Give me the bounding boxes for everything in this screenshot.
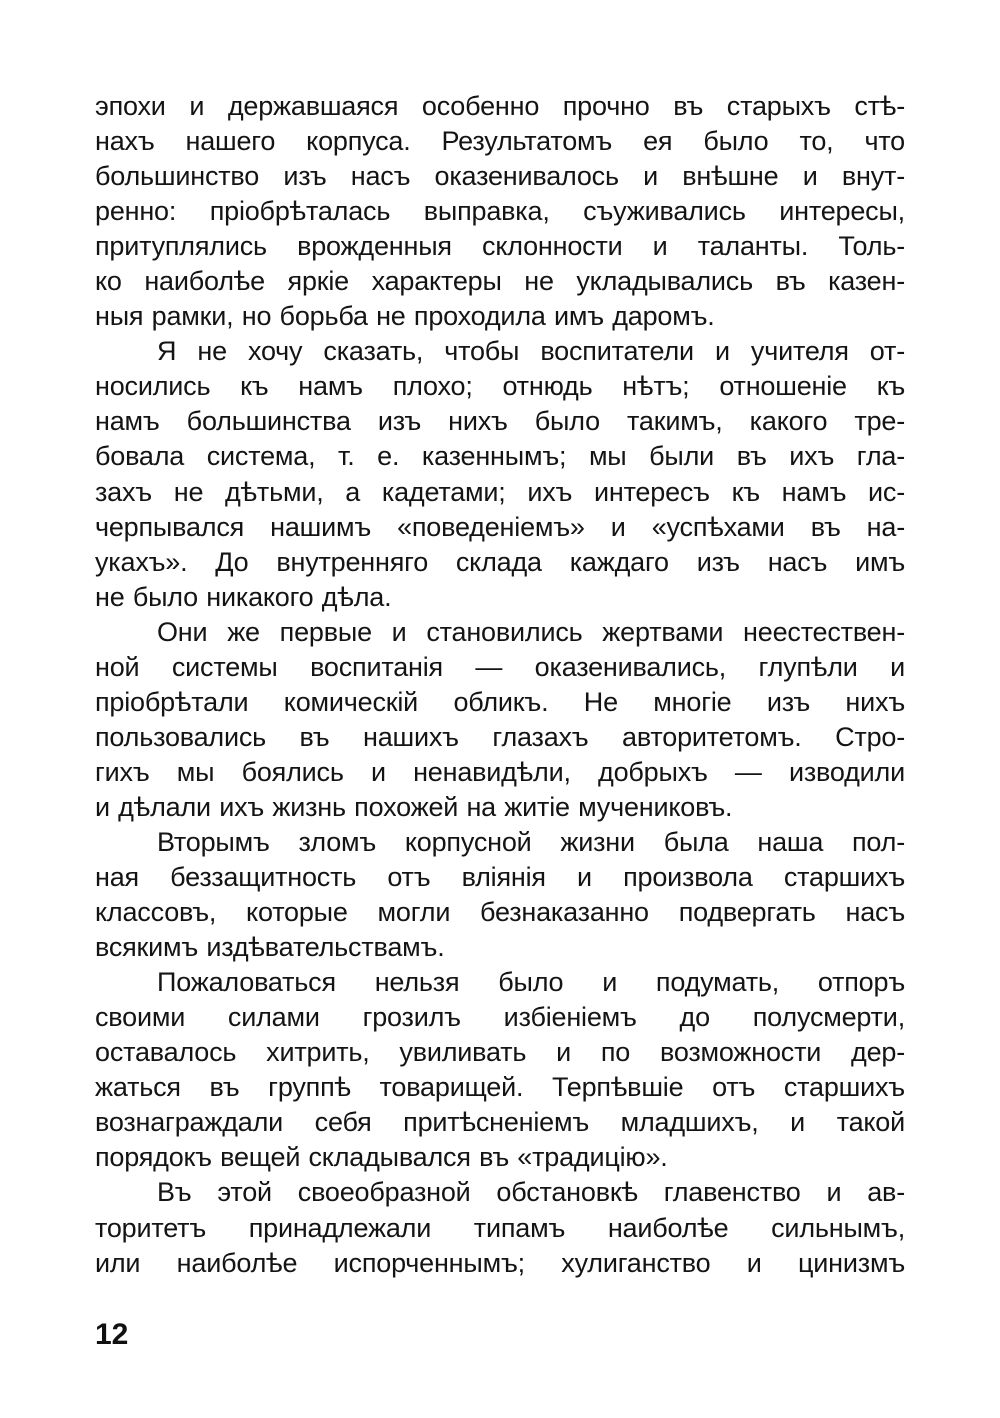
text-line: эпохи и державшаяся особенно прочно въ старыхъ стѣ- (95, 91, 905, 121)
text-line: или наиболѣе испорченнымъ; хулиганство и цинизмъ (95, 1247, 905, 1278)
text-line: всякимъ издѣвательствамъ. (95, 932, 445, 963)
paragraph (95, 965, 905, 1175)
text-line: ренно: пріобрѣталась выправка, съуживались интересы, (95, 196, 905, 227)
text-line: гихъ мы боялись и ненавидѣли, добрыхъ — изводили (95, 756, 905, 787)
text-line: захъ не дѣтьми, а кадетами; ихъ интересъ къ намъ ис- (95, 476, 905, 507)
text-line: жаться въ группѣ товарищей. Терпѣвшіе отъ старшихъ (95, 1072, 905, 1103)
text-line: Пожаловаться нельзя было и подумать, отпоръ (157, 967, 905, 998)
text-line: ной системы воспитанія — оказенивались, глупѣли и (95, 651, 905, 682)
text-line: Въ этой своеобразной обстановкѣ главенство и ав- (157, 1177, 905, 1208)
text-line: намъ большинства изъ нихъ было такимъ, какого тре- (95, 406, 905, 437)
text-line: не было никакого дѣла. (95, 581, 392, 612)
text-line: и дѣлали ихъ жизнь похожей на житіе мучениковъ. (95, 791, 733, 822)
page-number: 12 (95, 1318, 129, 1351)
paragraph (95, 89, 905, 334)
text-line: большинство изъ насъ оказенивалось и внѣшне и внут- (95, 161, 905, 192)
paragraph (95, 334, 905, 614)
paragraph (95, 1175, 905, 1280)
text-line: носились къ намъ плохо; отнюдь нѣтъ; отношеніе къ (95, 371, 905, 402)
text-line: вознаграждали себя притѣсненіемъ младшихъ, и такой (95, 1107, 905, 1138)
paragraph (95, 615, 905, 825)
page-body (95, 89, 905, 1281)
text-line: бовала система, т. е. казеннымъ; мы были въ ихъ гла- (95, 441, 905, 472)
text-line: пріобрѣтали комическій обликъ. Не многіе изъ нихъ (95, 686, 905, 717)
paragraph (95, 825, 905, 965)
text-line: Они же первые и становились жертвами неестествен- (157, 616, 905, 647)
text-line: ныя рамки, но борьба не проходила имъ даромъ. (95, 301, 715, 332)
text-line: укахъ». До внутренняго склада каждаго изъ насъ имъ (95, 546, 905, 577)
text-line: торитетъ принадлежали типамъ наиболѣе сильнымъ, (95, 1212, 905, 1243)
text-line: ная беззащитность отъ вліянія и произвола старшихъ (95, 862, 905, 893)
text-line: черпывался нашимъ «поведеніемъ» и «успѣхами въ на- (95, 511, 905, 542)
text-line: своими силами грозилъ избіеніемъ до полусмерти, (95, 1002, 905, 1033)
text-line: порядокъ вещей складывался въ «традицію». (95, 1142, 668, 1173)
text-line: притуплялись врожденныя склонности и таланты. Толь- (95, 231, 905, 262)
text-line: ко наиболѣе яркіе характеры не укладывались въ казен- (95, 266, 905, 297)
text-line: Я не хочу сказать, чтобы воспитатели и учителя от- (157, 336, 905, 367)
text-line: оставалось хитрить, увиливать и по возможности дер- (95, 1037, 905, 1068)
text-line: пользовались въ нашихъ глазахъ авторитетомъ. Стро- (95, 721, 905, 752)
text-line: Вторымъ зломъ корпусной жизни была наша пол- (157, 826, 905, 857)
text-line: классовъ, которые могли безнаказанно подвергать насъ (95, 897, 905, 928)
text-line: нахъ нашего корпуса. Результатомъ ея было то, что (95, 126, 905, 157)
